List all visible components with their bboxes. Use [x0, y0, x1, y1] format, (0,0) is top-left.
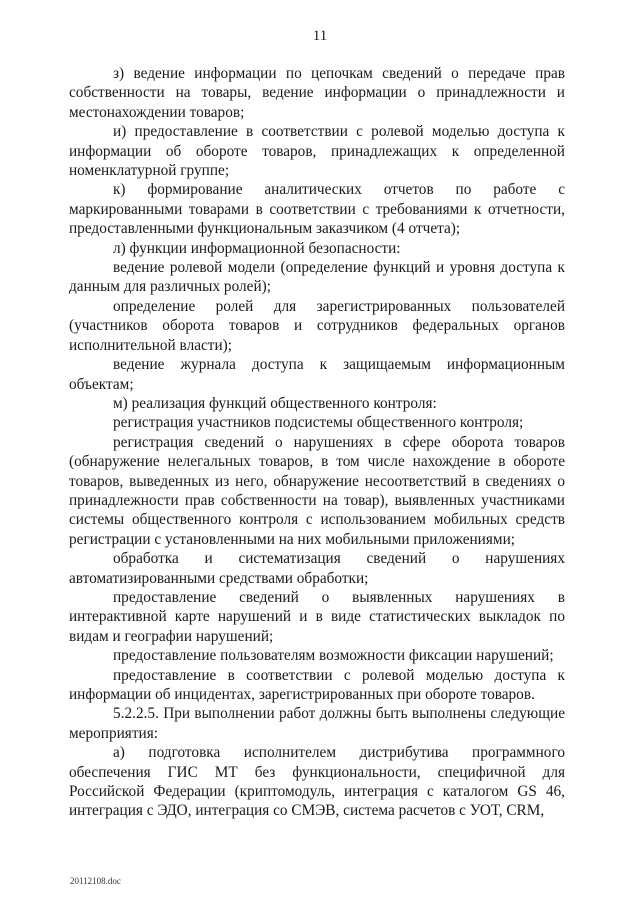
paragraph-m-registration: регистрация участников подсистемы общественного контроля; — [113, 414, 524, 432]
document-body — [69, 64, 565, 821]
footer-filename: 20112108.doc — [70, 876, 121, 886]
paragraph-m-violations: регистрация сведений о нарушениях в сфере оборота товаров (обнаружение нелегальных товаров, в том числе нахождение в обороте товаров, выведенных из него, обнаружение несоответствий в сведениях о принадлежности прав собственности на товар), выявленных участниками системы общественного контроля с использованием мобильных средств регистрации с установленными на них мобильными приложениями; — [69, 433, 565, 548]
page-number: 11 — [312, 28, 328, 44]
paragraph-k: к) формирование аналитических отчетов по работе с маркированными товарами в соответствии с требованиями к отчетности, предоставленными функциональным заказчиком (4 отчета); — [69, 181, 565, 238]
paragraph-l-access-log: ведение журнала доступа к защищаемым информационным объектам; — [69, 356, 565, 393]
paragraph-z: з) ведение информации по цепочкам сведений о передаче прав собственности на товары, ведение информации о принадлежности и местонахождении товаров; — [69, 65, 565, 121]
paragraph-a: а) подготовка исполнителем дистрибутива программного обеспечения ГИС МТ без функциональности, специфичной для Российской Федерации (криптомодуль, интеграция с каталогом GS 46, интеграция с ЭДО, интеграция со СМЭВ, система расчетов с УОТ, CRM, — [69, 744, 565, 820]
paragraph-l-role-model: ведение ролевой модели (определение функций и уровня доступа к данным для различных ролей); — [69, 259, 565, 296]
paragraph-m-processing: обработка и систематизация сведений о нарушениях автоматизированными средствами обработки; — [69, 550, 565, 587]
paragraph-m-map: предоставление сведений о выявленных нарушениях в интерактивной карте нарушений и в виде статистических выкладок по видам и географии нарушений; — [69, 588, 565, 645]
paragraph-m-fixation: предоставление пользователям возможности фиксации нарушений; — [113, 647, 554, 665]
paragraph-l-roles: определение ролей для зарегистрированных пользователей (участников оборота товаров и сотрудников федеральных органов исполнительной власти); — [69, 297, 565, 354]
paragraph-5-2-2-5: 5.2.2.5. При выполнении работ должны быть выполнены следующие мероприятия: — [69, 705, 565, 742]
paragraph-m: м) реализация функций общественного контроля: — [113, 394, 437, 412]
paragraph-m-incidents: предоставление в соответствии с ролевой моделью доступа к информации об инцидентах, зарегистрированных при обороте товаров. — [69, 666, 565, 703]
paragraph-i: и) предоставление в соответствии с ролевой моделью доступа к информации об обороте товаров, принадлежащих к определенной номенклатурной группе; — [69, 123, 565, 180]
paragraph-l: л) функции информационной безопасности: — [113, 239, 401, 257]
